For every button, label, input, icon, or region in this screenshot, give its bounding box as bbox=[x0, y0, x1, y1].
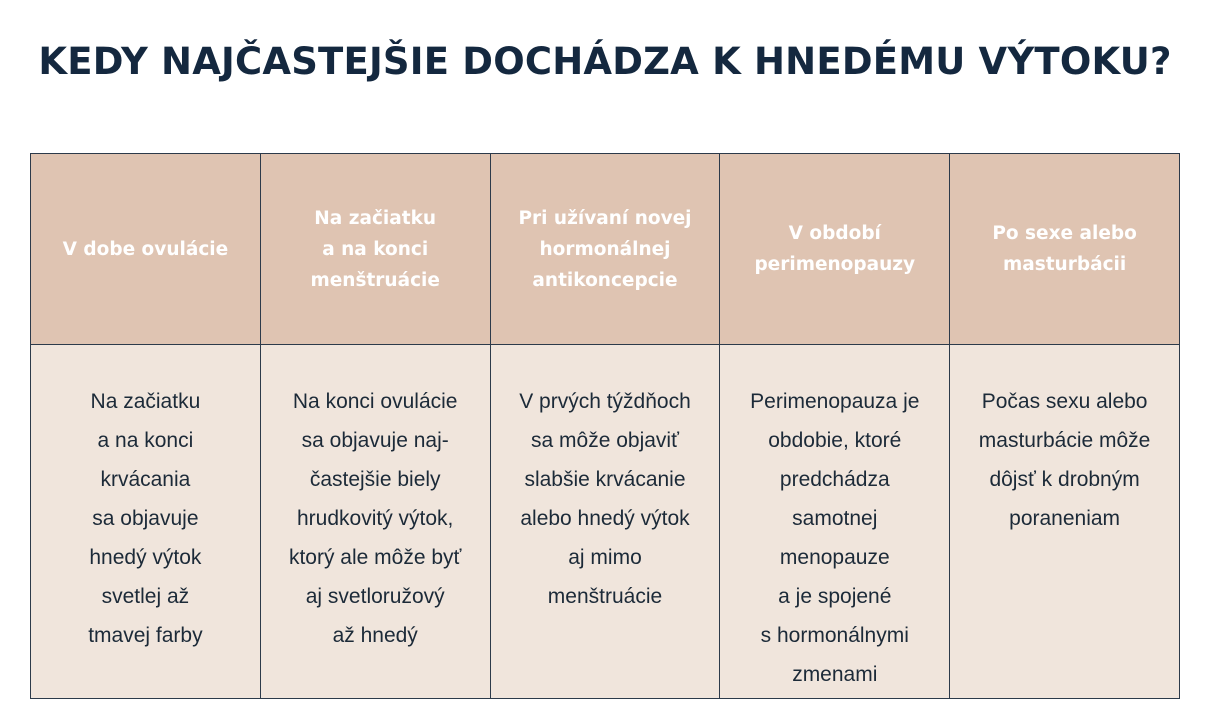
cell-contraception bbox=[490, 345, 720, 699]
cell-text: V prvých týždňoch sa môže objaviť slabšie krvácanie alebo hnedý výtok aj mimo menštruácie bbox=[519, 390, 691, 608]
header-contraception bbox=[490, 154, 720, 345]
cell-perimenopause bbox=[720, 345, 950, 699]
cell-text: Na konci ovulácie sa objavuje naj- častejšie biely hrudkovitý výtok, ktorý ale môže byť aj svetloružový až hnedý bbox=[288, 390, 462, 647]
header-menstruation bbox=[260, 154, 490, 345]
header-label: Po sexe alebo masturbácii bbox=[992, 223, 1137, 275]
header-perimenopause bbox=[720, 154, 950, 345]
table-header-row bbox=[31, 154, 1180, 345]
table-row bbox=[31, 345, 1180, 699]
header-label: Na začiatku a na konci menštruácie bbox=[310, 207, 440, 291]
cell-menstruation bbox=[260, 345, 490, 699]
header-label: Pri užívaní novej hormonálnej antikoncepcie bbox=[518, 207, 692, 291]
header-ovulation bbox=[31, 154, 261, 345]
cell-text: Počas sexu alebo masturbácie môže dôjsť k drobným poraneniam bbox=[978, 390, 1151, 530]
page-title: KEDY NAJČASTEJŠIE DOCHÁDZA K HNEDÉMU VÝTOKU? bbox=[38, 40, 1172, 83]
cell-text: Perimenopauza je obdobie, ktoré predchádza samotnej menopauze a je spojené s hormonálnymi zmenami bbox=[750, 390, 920, 686]
header-label: V dobe ovulácie bbox=[62, 238, 229, 260]
cell-text: Na začiatku a na konci krvácania sa objavuje hnedý výtok svetlej až tmavej farby bbox=[88, 390, 203, 647]
causes-table bbox=[30, 153, 1180, 699]
header-label: V období perimenopauzy bbox=[754, 223, 916, 275]
cell-ovulation bbox=[31, 345, 261, 699]
header-after-sex bbox=[950, 154, 1180, 345]
cell-after-sex bbox=[950, 345, 1180, 699]
